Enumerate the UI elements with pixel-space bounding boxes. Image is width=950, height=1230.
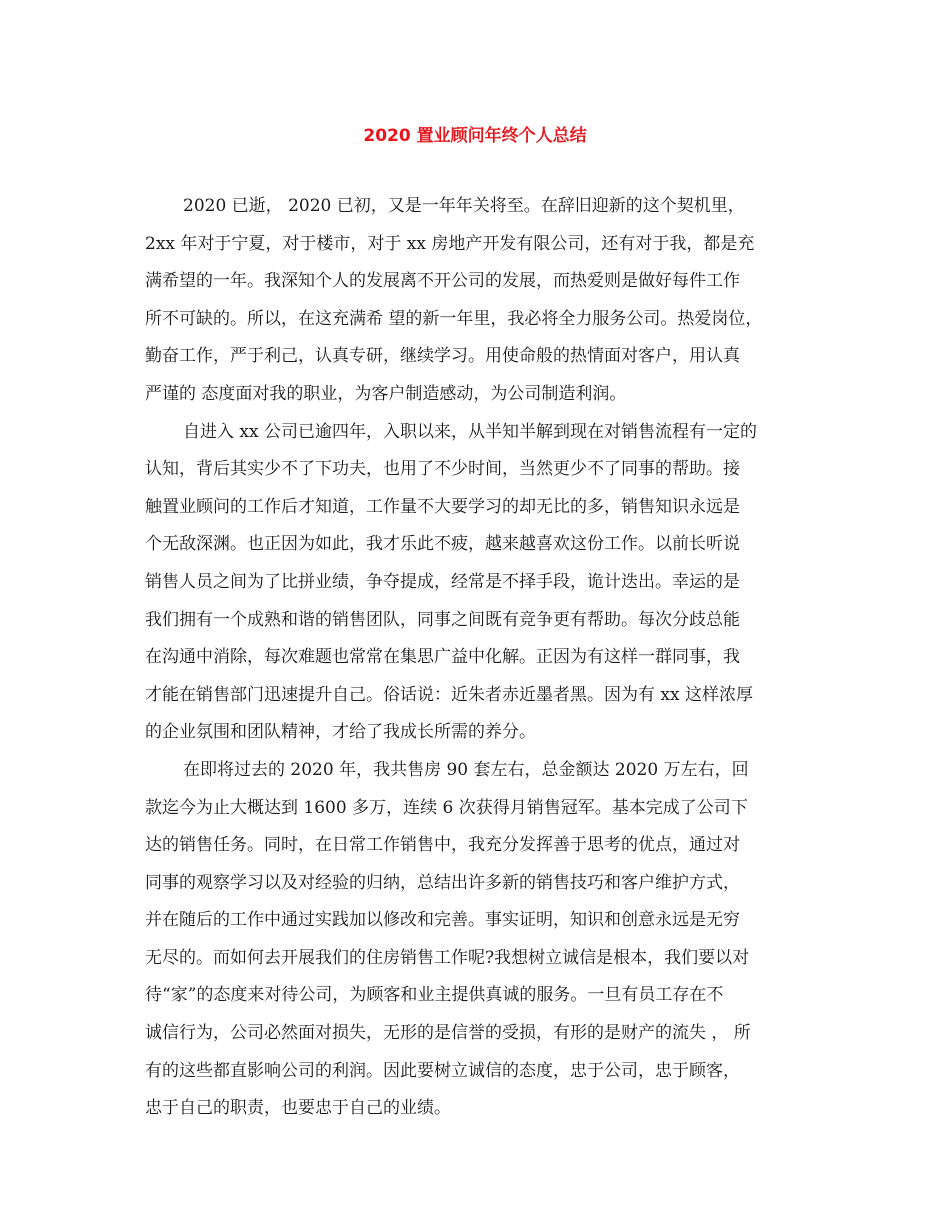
paragraph-1 [145,188,815,414]
text-line: 才能在销售部门迅速提升自己。俗话说：近朱者赤近墨者黑。因为有 xx 这样浓厚 [145,684,753,705]
document-title: 2020 置业顾问年终个人总结 [363,126,587,146]
paragraph-2 [145,414,815,752]
text-line: 在沟通中消除，每次难题也常常在集思广益中化解。正因为有这样一群同事，我 [145,647,740,668]
text-line: 在即将过去的 2020 年，我共售房 90 套左右，总金额达 2020 万左右，回 [183,759,749,780]
text-line: 无尽的。而如何去开展我们的住房销售工作呢?我想树立诚信是根本，我们要以对 [145,947,750,968]
paragraph-3 [145,752,815,1128]
text-line: 有的这些都直影响公司的利润。因此要树立诚信的态度，忠于公司，忠于顾客， [145,1060,740,1081]
text-line: 同事的观察学习以及对经验的归纳，总结出许多新的销售技巧和客户维护方式， [145,872,740,893]
text-line: 2xx 年对于宁夏，对于楼市，对于 xx 房地产开发有限公司，还有对于我，都是充 [145,233,755,254]
text-line: 并在随后的工作中通过实践加以修改和完善。事实证明，知识和创意永远是无穷 [145,910,740,931]
text-line: 触置业顾问的工作后才知道，工作量不大要学习的却无比的多，销售知识永远是 [145,496,740,517]
text-line: 认知，背后其实少不了下功夫，也用了不少时间，当然更少不了同事的帮助。接 [145,459,740,480]
text-line: 严谨的 态度面对我的职业，为客户制造感动，为公司制造利润。 [145,383,627,404]
text-line: 我们拥有一个成熟和谐的销售团队，同事之间既有竞争更有帮助。每次分歧总能 [145,609,740,630]
document-body [145,188,815,1128]
text-line: 销售人员之间为了比拼业绩，争夺提成，经常是不择手段，诡计迭出。幸运的是 [145,571,740,592]
text-line: 待“家”的态度来对待公司，为顾客和业主提供真诚的服务。一旦有员工存在不 [145,985,724,1006]
text-line: 诚信行为，公司必然面对损失，无形的是信誉的受损，有形的是财产的流失 ， 所 [145,1023,751,1044]
text-line: 自进入 xx 公司已逾四年，入职以来，从半知半解到现在对销售流程有一定的 [183,421,757,442]
text-line: 的企业氛围和团队精神，才给了我成长所需的养分。 [145,722,536,743]
text-line: 款迄今为止大概达到 1600 多万，连续 6 次获得月销售冠军。基本完成了公司下 [145,797,748,818]
text-line: 达的销售任务。同时，在日常工作销售中，我充分发挥善于思考的优点，通过对 [145,835,740,856]
text-line: 2020 已逝， 2020 已初，又是一年年关将至。在辞旧迎新的这个契机里， [183,196,745,216]
text-line: 勤奋工作，严于利己，认真专研，继续学习。用使命般的热情面对客户，用认真 [145,346,740,367]
text-line: 个无敌深渊。也正因为如此，我才乐此不疲，越来越喜欢这份工作。以前长听说 [145,534,740,555]
text-line: 满希望的一年。我深知个人的发展离不开公司的发展，而热爱则是做好每件工作 [145,271,740,292]
text-line: 忠于自己的职责，也要忠于自己的业绩。 [145,1098,451,1119]
text-line: 所不可缺的。所以，在这充满希 望的新一年里，我必将全力服务公司。热爱岗位， [145,308,763,329]
